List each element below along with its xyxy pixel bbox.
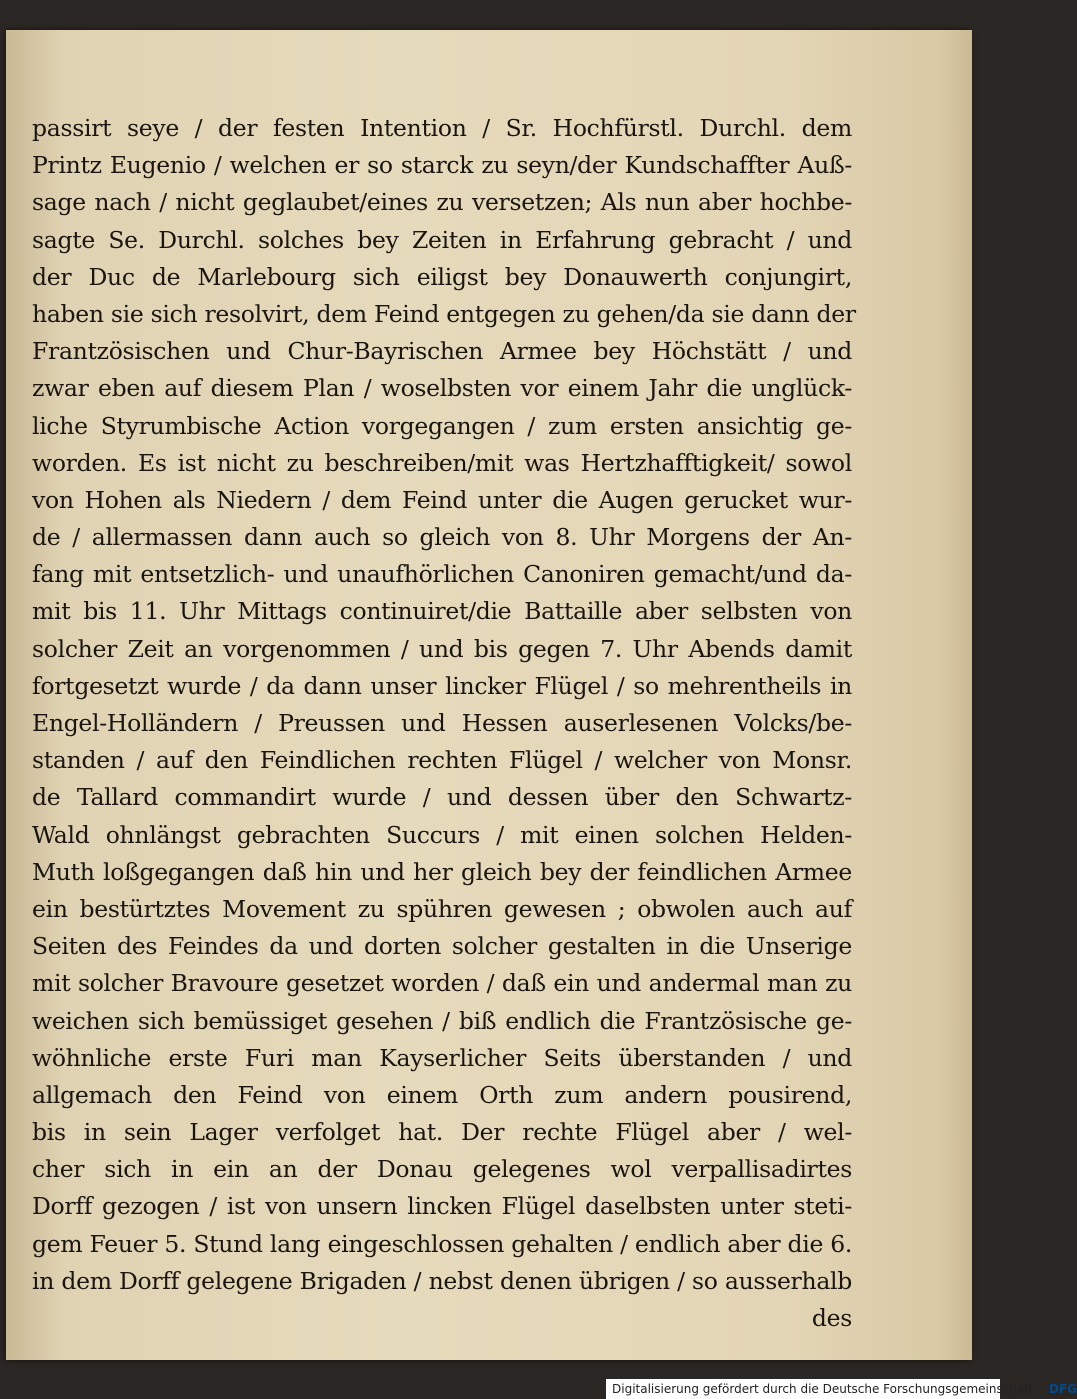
body-text <box>32 110 856 1337</box>
text-line: in dem Dorff gelegene Brigaden / nebst denen übrigen / so ausserhalb <box>32 1266 852 1295</box>
page-edge <box>940 30 972 1360</box>
text-line: ein bestürtztes Movement zu spühren gewesen ; obwolen auch auf <box>32 894 852 923</box>
dfg-logo: DFG <box>1048 1382 1077 1396</box>
text-line: fortgesetzt wurde / da dann unser lincker Flügel / so mehrentheils in <box>32 671 852 700</box>
text-line: worden. Es ist nicht zu beschreiben/mit was Hertzhafftigkeit/ sowol <box>32 448 852 477</box>
text-line: solcher Zeit an vorgenommen / und bis gegen 7. Uhr Abends damit <box>32 634 852 663</box>
digitization-footer <box>606 1379 1077 1399</box>
text-line: gem Feuer 5. Stund lang eingeschlossen gehalten / endlich aber die 6. <box>32 1229 853 1258</box>
text-line: Wald ohnlängst gebrachten Succurs / mit einen solchen Helden- <box>32 820 852 849</box>
text-line: sagte Se. Durchl. solches bey Zeiten in Erfahrung gebracht / und <box>32 225 852 254</box>
text-line: wöhnliche erste Furi man Kayserlicher Seits überstanden / und <box>32 1043 852 1072</box>
text-line: sage nach / nicht geglaubet/eines zu versetzen; Als nun aber hochbe- <box>32 188 852 217</box>
text-line: Muth loßgegangen daß hin und her gleich bey der feindlichen Armee <box>32 857 852 886</box>
text-line: standen / auf den Feindlichen rechten Flügel / welcher von Monsr. <box>32 746 852 775</box>
text-line: Engel-Holländern / Preussen und Hessen auserlesenen Volcks/be- <box>32 709 852 737</box>
footer-text: Digitalisierung gefördert durch die Deutsche Forschungsgemeinschaft - <box>612 1382 1042 1396</box>
text-line: Printz Eugenio / welchen er so starck zu seyn/der Kundschaffter Auß- <box>32 151 852 180</box>
text-line: liche Styrumbische Action vorgegangen / zum ersten ansichtig ge- <box>32 411 852 440</box>
text-line: fang mit entsetzlich- und unaufhörlichen Canoniren gemacht/und da- <box>32 560 852 589</box>
text-line: de Tallard commandirt wurde / und dessen über den Schwartz- <box>32 783 852 812</box>
text-line: allgemach den Feind von einem Orth zum andern pousirend, <box>32 1080 852 1109</box>
text-line: passirt seye / der festen Intention / Sr. Hochfürstl. Durchl. dem <box>32 114 852 142</box>
text-line: von Hohen als Niedern / dem Feind unter die Augen gerucket wur- <box>32 485 852 514</box>
text-line: Seiten des Feindes da und dorten solcher gestalten in die Unserige <box>32 932 852 961</box>
text-line: weichen sich bemüssiget gesehen / biß endlich die Frantzösische ge- <box>32 1006 852 1035</box>
text-line: de / allermassen dann auch so gleich von 8. Uhr Morgens der An- <box>32 523 852 552</box>
text-line: mit solcher Bravoure gesetzet worden / daß ein und andermal man zu <box>32 969 852 998</box>
text-line: bis in sein Lager verfolget hat. Der rechte Flügel aber / wel- <box>32 1118 852 1147</box>
text-line: Frantzösischen und Chur-Bayrischen Armee bey Höchstätt / und <box>32 337 852 366</box>
text-line: Dorff gezogen / ist von unsern lincken Flügel daselbsten unter steti- <box>32 1192 852 1221</box>
text-line: zwar eben auf diesem Plan / woselbsten vor einem Jahr die unglück- <box>32 374 852 403</box>
text-line: mit bis 11. Uhr Mittags continuiret/die Battaille aber selbsten von <box>32 597 852 626</box>
text-line: cher sich in ein an der Donau gelegenes wol verpallisadirtes <box>32 1155 852 1184</box>
catchword: des <box>811 1304 852 1332</box>
text-line: der Duc de Marlebourg sich eiligst bey Donauwerth conjungirt, <box>32 262 852 291</box>
text-line: haben sie sich resolvirt, dem Feind entgegen zu gehen/da sie dann der <box>32 299 856 328</box>
